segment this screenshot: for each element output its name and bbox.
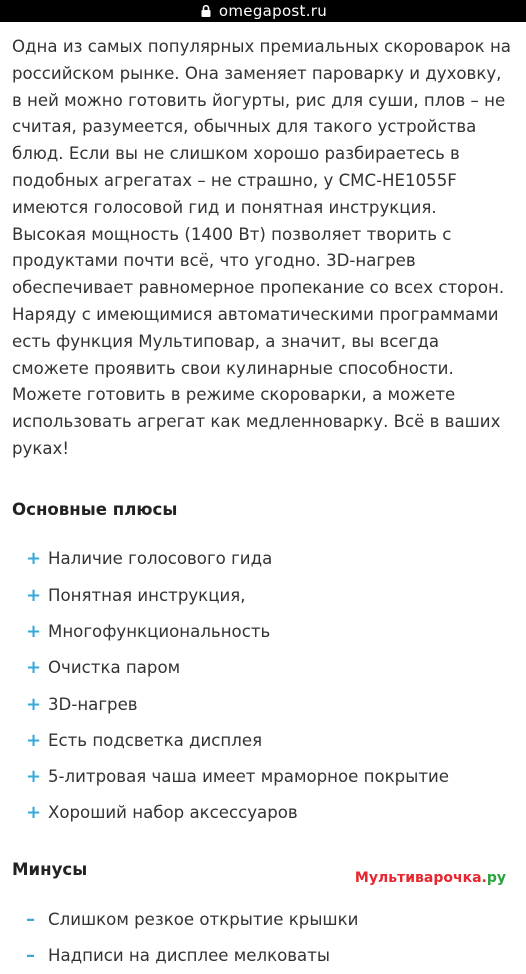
- url-text: omegapost.ru: [218, 2, 328, 20]
- cons-item-text: Слишком резкое открытие крышки: [48, 909, 359, 929]
- list-item: [12, 541, 514, 577]
- pros-item-text: 5-литровая чаша имеет мраморное покрытие: [48, 767, 449, 787]
- plus-icon: +: [26, 620, 42, 642]
- pros-item-text: Хороший набор аксессуаров: [48, 803, 298, 823]
- cons-list: [12, 901, 514, 974]
- pros-item-text: Многофункциональность: [48, 621, 271, 641]
- plus-icon: +: [26, 548, 42, 570]
- plus-icon: +: [26, 584, 42, 606]
- watermark-main: Мультиварочка.: [354, 870, 487, 886]
- article-content: [0, 22, 526, 974]
- cons-heading: Минусы: [12, 860, 88, 880]
- lock-icon: [199, 4, 213, 18]
- list-item: [12, 901, 514, 938]
- plus-icon: +: [26, 729, 42, 751]
- list-item: [12, 613, 514, 649]
- plus-icon: +: [26, 802, 42, 824]
- pros-heading: Основные плюсы: [12, 499, 178, 519]
- pros-item-text: Есть подсветка дисплея: [48, 730, 263, 750]
- pros-item-text: Очистка паром: [48, 658, 181, 678]
- list-item: [12, 938, 514, 974]
- list-item: [12, 722, 514, 758]
- pros-item-text: Понятная инструкция,: [48, 585, 246, 605]
- watermark-logo: [355, 870, 506, 886]
- browser-url-bar[interactable]: [0, 0, 526, 22]
- list-item: [12, 577, 514, 613]
- plus-icon: +: [26, 657, 42, 679]
- list-item: [12, 759, 514, 795]
- pros-item-text: Наличие голосового гида: [48, 549, 273, 569]
- plus-icon: +: [26, 766, 42, 788]
- pros-item-text: 3D-нагрев: [48, 694, 138, 714]
- minus-icon: –: [26, 945, 35, 967]
- watermark-tld: ру: [486, 870, 506, 886]
- pros-list: [12, 541, 514, 831]
- list-item: [12, 795, 514, 831]
- list-item: [12, 650, 514, 686]
- cons-item-text: Надписи на дисплее мелковаты: [48, 946, 330, 966]
- plus-icon: +: [26, 693, 42, 715]
- minus-icon: –: [26, 908, 35, 930]
- article-paragraph: Одна из самых популярных премиальных скороварок на российском рынке. Она заменяет пароварку и духовку, в ней можно готовить йогурты, рис для суши, плов – не считая, разумеется, обычных для такого устройства блюд. Если вы не слишком хорошо разбираетесь в подобных агрегатах – не страшно, у CMC-HE1055F имеются голосовой гид и понятная инструкция. Высокая мощность (1400 Вт) позволяет творить с продуктами почти всё, что угодно. 3D-нагрев обеспечивает равномерное пропекание со всех сторон. Наряду с имеющимися автоматическими программами есть функция Мультиповар, а значит, вы всегда сможете проявить свои кулинарные способности. Можете готовить в режиме скороварки, а можете использовать агрегат как медленноварку. Всё в ваших руках!: [12, 37, 511, 458]
- list-item: [12, 686, 514, 722]
